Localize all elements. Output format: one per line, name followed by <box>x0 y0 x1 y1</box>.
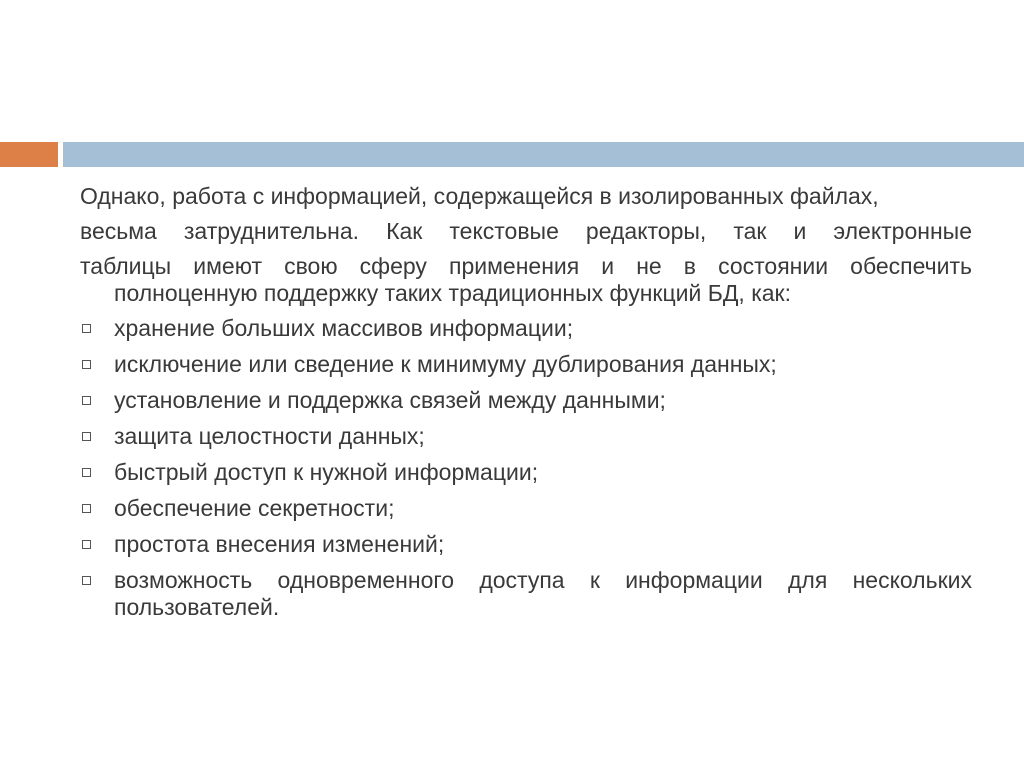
list-item <box>80 387 972 414</box>
paragraph-2: весьма затруднительна. Как текстовые редакторы, так и электронные <box>80 218 972 244</box>
square-bullet-icon <box>82 396 91 405</box>
square-bullet-icon <box>82 576 91 585</box>
square-bullet-icon <box>82 360 91 369</box>
paragraph-1: Однако, работа с информацией, содержащейся в изолированных файлах, <box>80 183 879 209</box>
square-bullet-icon <box>82 504 91 513</box>
list-item-text: защита целостности данных; <box>114 423 425 449</box>
function-list <box>80 315 972 621</box>
list-item <box>80 567 972 621</box>
square-bullet-icon <box>82 540 91 549</box>
square-bullet-icon <box>82 432 91 441</box>
list-item <box>80 459 972 486</box>
list-item-text: исключение или сведение к минимуму дублирования данных; <box>114 351 777 377</box>
list-item-text: хранение больших массивов информации; <box>114 315 574 341</box>
square-bullet-icon <box>82 324 91 333</box>
list-item <box>80 315 972 342</box>
paragraph-3: таблицы имеют свою сферу применения и не в состоянии обеспечить полноценную поддержку таких традиционных функций БД, как: <box>80 253 972 306</box>
list-item <box>80 495 972 522</box>
list-item-text: установление и поддержка связей между данными; <box>114 387 666 413</box>
square-bullet-icon <box>82 468 91 477</box>
list-item-text: простота внесения изменений; <box>114 531 445 557</box>
list-item-text: обеспечение секретности; <box>114 495 395 521</box>
accent-bar <box>0 142 58 167</box>
list-item <box>80 423 972 450</box>
list-item-text: возможность одновременного доступа к информации для нескольких пользователей. <box>114 567 972 620</box>
list-item <box>80 351 972 378</box>
list-item <box>80 531 972 558</box>
list-item-text: быстрый доступ к нужной информации; <box>114 459 539 485</box>
header-bar <box>63 142 1024 167</box>
slide-content <box>80 183 972 630</box>
